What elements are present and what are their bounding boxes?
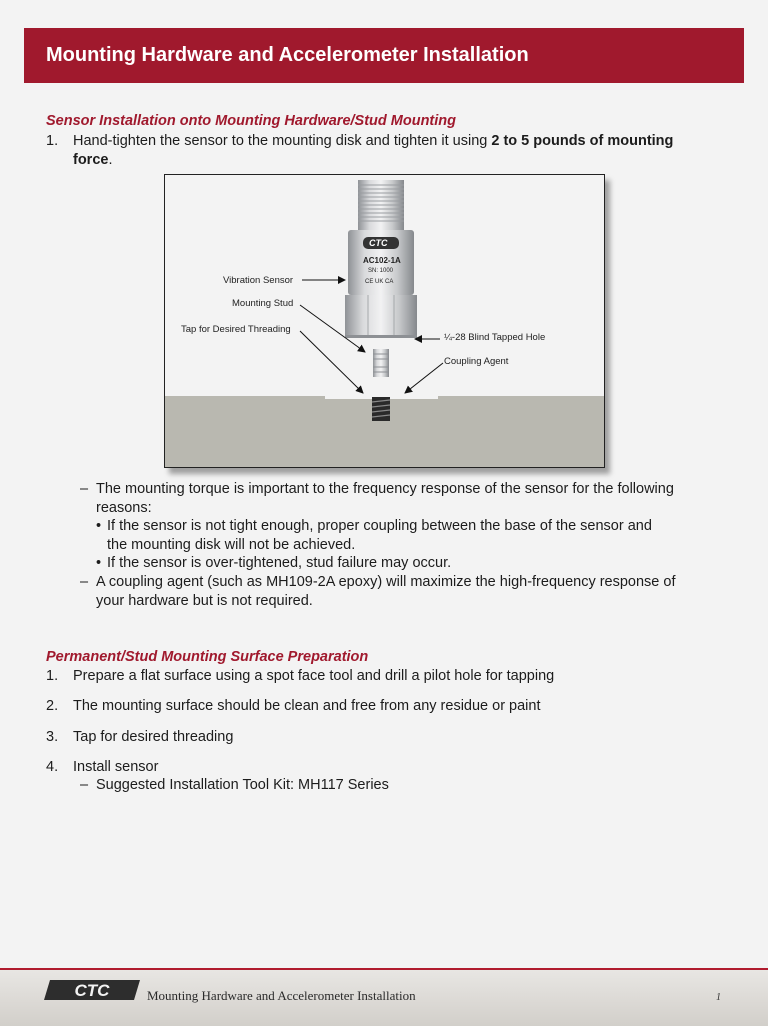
sensor-certification-text: CE UK CA (365, 279, 394, 285)
sensor-connector (358, 180, 404, 232)
bullet-not-tight: If the sensor is not tight enough, proper coupling between the base of the sensor and the mounting disk will not be achieved. (107, 518, 652, 553)
diagram-graphic (165, 175, 605, 468)
sensor-brand-text: CTC (369, 238, 388, 248)
page-title: Mounting Hardware and Accelerometer Installation (46, 44, 529, 66)
list-item: 1. Prepare a flat surface using a spot face tool and drill a pilot hole for tapping (46, 667, 686, 686)
installation-diagram (164, 174, 605, 468)
step-install-sensor: Install sensor (73, 759, 159, 775)
page-header (24, 28, 744, 83)
list-item (46, 132, 686, 169)
footer-title: Mounting Hardware and Accelerometer Installation (147, 988, 416, 1003)
label-coupling-agent: Coupling Agent (444, 356, 509, 367)
step-prepare-surface: Prepare a flat surface using a spot face tool and drill a pilot hole for tapping (73, 668, 555, 684)
list-item: 4. Install sensor (46, 758, 686, 777)
label-vibration-sensor: Vibration Sensor (223, 275, 294, 286)
mounting-stud-graphic (373, 349, 389, 377)
bullet-item: • If the sensor is over-tightened, stud failure may occur. (96, 554, 676, 573)
note-item: – A coupling agent (such as MH109-2A epoxy) will maximize the high-frequency response of your hardware but is not required. (80, 573, 680, 610)
section-heading-surface-prep: Permanent/Stud Mounting Surface Preparation (46, 649, 369, 665)
note-torque: The mounting torque is important to the frequency response of the sensor for the following reasons: (96, 481, 674, 516)
list-item: 2. The mounting surface should be clean and free from any residue or paint (46, 697, 686, 716)
list-text: Hand-tighten the sensor to the mounting disk and tighten it using 2 to 5 pounds of mounting force. (73, 133, 674, 168)
step-tap-threading: Tap for desired threading (73, 729, 234, 745)
bullet-item: • If the sensor is not tight enough, proper coupling between the base of the sensor and the mounting disk will not be achieved. (96, 517, 676, 554)
ctc-logo (42, 978, 142, 1002)
section-heading-installation: Sensor Installation onto Mounting Hardware/Stud Mounting (46, 113, 457, 129)
mounting-force-emphasis: 2 to 5 pounds of mounting force (73, 133, 674, 168)
sensor-model-text: AC102-1A (363, 256, 401, 265)
note-item: – Suggested Installation Tool Kit: MH117 Series (80, 776, 680, 795)
page-number: 1 (716, 992, 721, 1003)
step-clean-surface: The mounting surface should be clean and free from any residue or paint (73, 698, 541, 714)
sensor-serial-text: SN: 1000 (368, 268, 394, 274)
note-coupling-agent: A coupling agent (such as MH109-2A epoxy) will maximize the high-frequency response of your hardware but is not required. (96, 574, 676, 609)
page-footer (0, 968, 768, 1026)
note-item: – The mounting torque is important to the frequency response of the sensor for the following reasons: (80, 480, 680, 517)
note-tool-kit: Suggested Installation Tool Kit: MH117 Series (96, 777, 389, 793)
label-blind-tapped-hole: ¼-28 Blind Tapped Hole (444, 332, 546, 343)
list-number: 1. (46, 133, 59, 149)
label-tap-threading: Tap for Desired Threading (181, 324, 291, 335)
bullet-over-tightened: If the sensor is over-tightened, stud failure may occur. (107, 555, 452, 571)
svg-text:CTC: CTC (74, 981, 110, 1000)
list-item: 3. Tap for desired threading (46, 728, 686, 747)
sensor-hex-base (345, 295, 417, 337)
label-mounting-stud: Mounting Stud (232, 298, 294, 309)
